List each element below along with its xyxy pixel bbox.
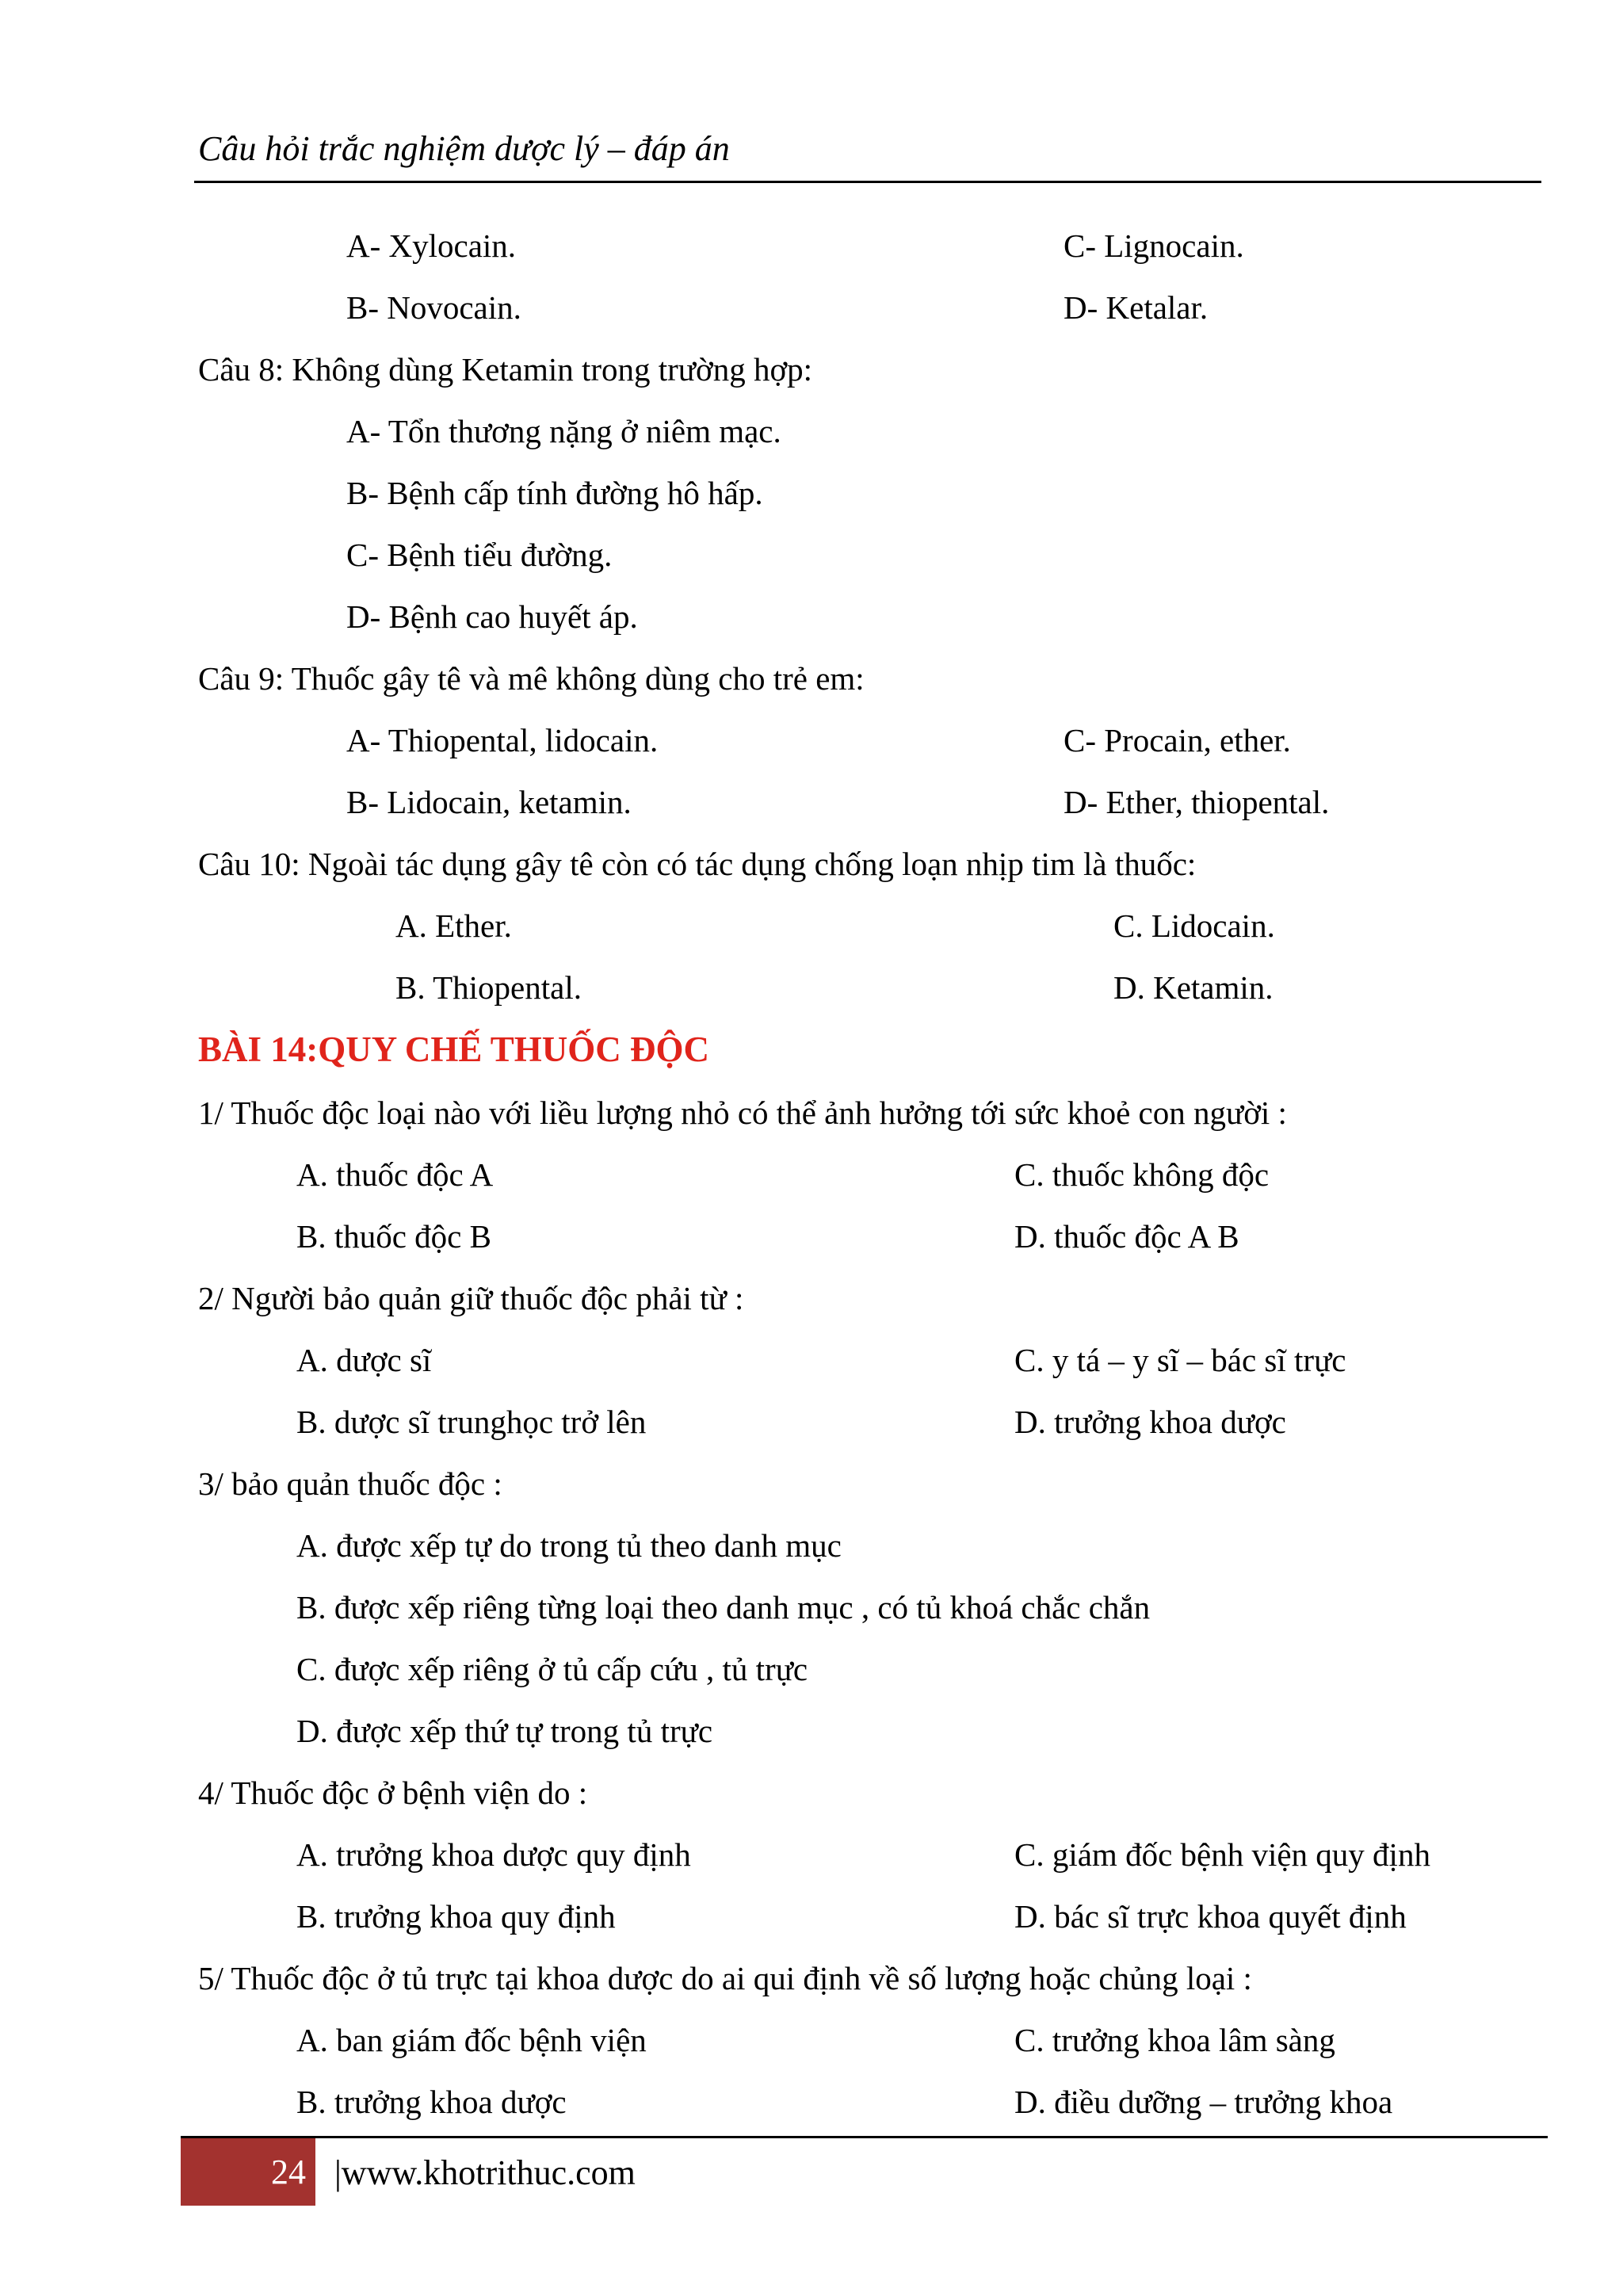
q10-option-b: B. Thiopental.	[395, 969, 582, 1006]
q7-option-c: C- Lignocain.	[1064, 227, 1244, 264]
footer-website: |www.khotrithuc.com	[334, 2153, 636, 2192]
footer-divider	[181, 2136, 1548, 2138]
s2-option-a: A. dược sĩ	[296, 1342, 432, 1378]
s4-option-a: A. trưởng khoa dược quy định	[296, 1836, 691, 1873]
q8-option-d: D- Bệnh cao huyết áp.	[346, 598, 638, 635]
q10-option-a: A. Ether.	[395, 907, 512, 944]
s2-option-d: D. trưởng khoa dược	[1014, 1404, 1286, 1440]
s1-option-d: D. thuốc độc A B	[1014, 1218, 1239, 1255]
s1-option-b: B. thuốc độc B	[296, 1218, 491, 1255]
q7-option-b: B- Novocain.	[346, 289, 521, 326]
q8-question: Câu 8: Không dùng Ketamin trong trường hợp:	[198, 351, 813, 388]
s3-option-d: D. được xếp thứ tự trong tủ trực	[296, 1713, 713, 1749]
q8-option-c: C- Bệnh tiểu đường.	[346, 537, 613, 573]
q9-question: Câu 9: Thuốc gây tê và mê không dùng cho trẻ em:	[198, 660, 865, 697]
s2-option-b: B. dược sĩ trunghọc trở lên	[296, 1404, 647, 1440]
q7-option-d: D- Ketalar.	[1064, 289, 1209, 326]
page-header-title: Câu hỏi trắc nghiệm dược lý – đáp án	[198, 129, 730, 168]
page-number-badge	[181, 2138, 315, 2206]
s5-option-d: D. điều dưỡng – trưởng khoa	[1014, 2084, 1393, 2120]
s1-option-a: A. thuốc độc A	[296, 1156, 494, 1193]
s2-question: 2/ Người bảo quản giữ thuốc độc phải từ :	[198, 1280, 744, 1316]
s4-option-d: D. bác sĩ trực khoa quyết định	[1014, 1898, 1407, 1935]
s3-option-c: C. được xếp riêng ở tủ cấp cứu , tủ trực	[296, 1651, 808, 1687]
s2-option-c: C. y tá – y sĩ – bác sĩ trực	[1014, 1342, 1346, 1378]
s4-option-b: B. trưởng khoa quy định	[296, 1898, 616, 1935]
s3-option-b: B. được xếp riêng từng loại theo danh mục , có tủ khoá chắc chắn	[296, 1589, 1151, 1626]
q10-question: Câu 10: Ngoài tác dụng gây tê còn có tác dụng chống loạn nhịp tim là thuốc:	[198, 846, 1197, 882]
q10-option-c: C. Lidocain.	[1113, 907, 1275, 944]
s5-option-b: B. trưởng khoa dược	[296, 2084, 567, 2120]
page-number: 24	[271, 2153, 306, 2191]
s4-option-c: C. giám đốc bệnh viện quy định	[1014, 1836, 1430, 1873]
q9-option-b: B- Lidocain, ketamin.	[346, 784, 632, 820]
s1-option-c: C. thuốc không độc	[1014, 1156, 1270, 1193]
s5-option-a: A. ban giám đốc bệnh viện	[296, 2022, 647, 2058]
q9-option-a: A- Thiopental, lidocain.	[346, 722, 659, 758]
q7-option-a: A- Xylocain.	[346, 227, 517, 264]
q8-option-b: B- Bệnh cấp tính đường hô hấp.	[346, 475, 763, 511]
s5-option-c: C. trưởng khoa lâm sàng	[1014, 2022, 1335, 2058]
section-heading: BÀI 14:QUY CHẾ THUỐC ĐỘC	[198, 1030, 710, 1069]
q9-option-c: C- Procain, ether.	[1064, 722, 1291, 758]
s5-question: 5/ Thuốc độc ở tủ trực tại khoa dược do ai qui định về số lượng hoặc chủng loại :	[198, 1960, 1252, 1996]
header-divider	[194, 181, 1541, 183]
q10-option-d: D. Ketamin.	[1113, 969, 1274, 1006]
s1-question: 1/ Thuốc độc loại nào với liều lượng nhỏ có thể ảnh hưởng tới sức khoẻ con người :	[198, 1095, 1287, 1131]
s4-question: 4/ Thuốc độc ở bệnh viện do :	[198, 1775, 588, 1811]
q9-option-d: D- Ether, thiopental.	[1064, 784, 1330, 820]
s3-question: 3/ bảo quản thuốc độc :	[198, 1465, 502, 1502]
q8-option-a: A- Tổn thương nặng ở niêm mạc.	[346, 413, 781, 449]
s3-option-a: A. được xếp tự do trong tủ theo danh mục	[296, 1527, 842, 1564]
